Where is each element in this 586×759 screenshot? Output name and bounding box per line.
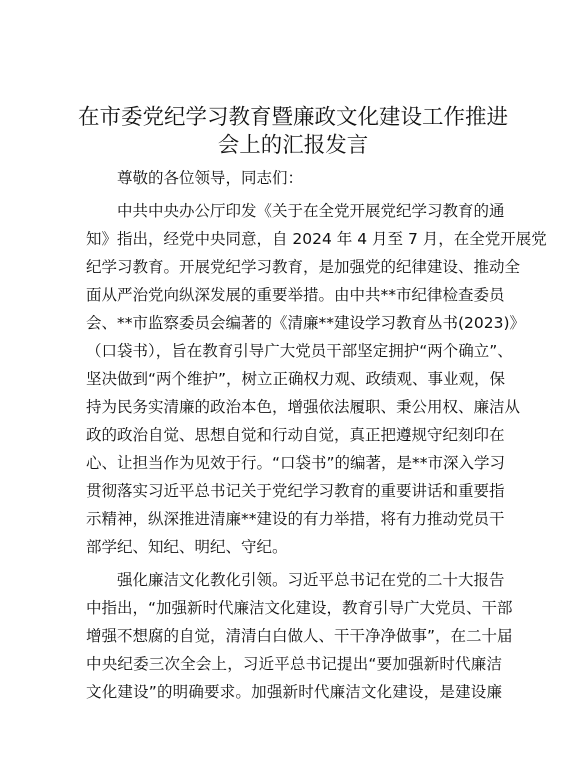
paragraph-2-line: 文化建设”的明确要求。加强新时代廉洁文化建设，是建设廉 <box>86 683 502 701</box>
paragraph-2-line: 增强不想腐的自觉，清清白白做人、干干净净做事”，在二十届 <box>86 627 513 645</box>
paragraph-2-line: 中指出，“加强新时代廉洁文化建设，教育引导广大党员、干部 <box>86 599 513 617</box>
paragraph-1-line: 纪学习教育。开展党纪学习教育，是加强党的纪律建设、推动全 <box>86 258 521 276</box>
paragraph-1-line: 政的政治自觉、思想自觉和行动自觉，真正把遵规守纪刻印在 <box>86 426 505 444</box>
paragraph-1-line: 坚决做到“两个维护”，树立正确权力观、政绩观、事业观，保 <box>86 370 506 388</box>
salutation: 尊敬的各位领导，同志们： <box>117 169 304 187</box>
document-title-line-1: 在市委党纪学习教育暨廉政文化建设工作推进 <box>77 105 508 130</box>
paragraph-1-line: 面从严治党向纵深发展的重要举措。由中共**市纪律检查委员 <box>86 286 505 304</box>
paragraph-1-line: 示精神，纵深推进清廉**建设的有力举措，将有力推动党员干 <box>86 510 505 528</box>
paragraph-1-line: 持为民务实清廉的政治本色，增强依法履职、秉公用权、廉洁从 <box>86 398 521 416</box>
paragraph-1-line: 知》指出，经党中央同意，自 2024 年 4 月至 7 月，在全党开展党 <box>86 230 547 248</box>
paragraph-1-line: 心、让担当作为见效于行。“口袋书”的编著，是**市深入学习 <box>86 454 506 472</box>
paragraph-2-line: 中央纪委三次全会上，习近平总书记提出“要加强新时代廉洁 <box>86 655 502 673</box>
paragraph-1-line: 中共中央办公厅印发《关于在全党开展党纪学习教育的通 <box>117 202 505 220</box>
paragraph-1-line: 会、**市监察委员会编著的《清廉**建设学习教育丛书(2023)》 <box>86 314 526 332</box>
paragraph-2-line: 强化廉洁文化教化引领。习近平总书记在党的二十大报告 <box>117 571 505 589</box>
paragraph-1-line: 部学纪、知纪、明纪、守纪。 <box>86 538 288 556</box>
paragraph-1-line: 贯彻落实习近平总书记关于党纪学习教育的重要讲话和重要指 <box>86 482 505 500</box>
document-title-line-2: 会上的汇报发言 <box>217 133 369 158</box>
paragraph-1-line: （口袋书），旨在教育引导广大党员干部坚定拥护“两个确立”、 <box>86 342 513 360</box>
